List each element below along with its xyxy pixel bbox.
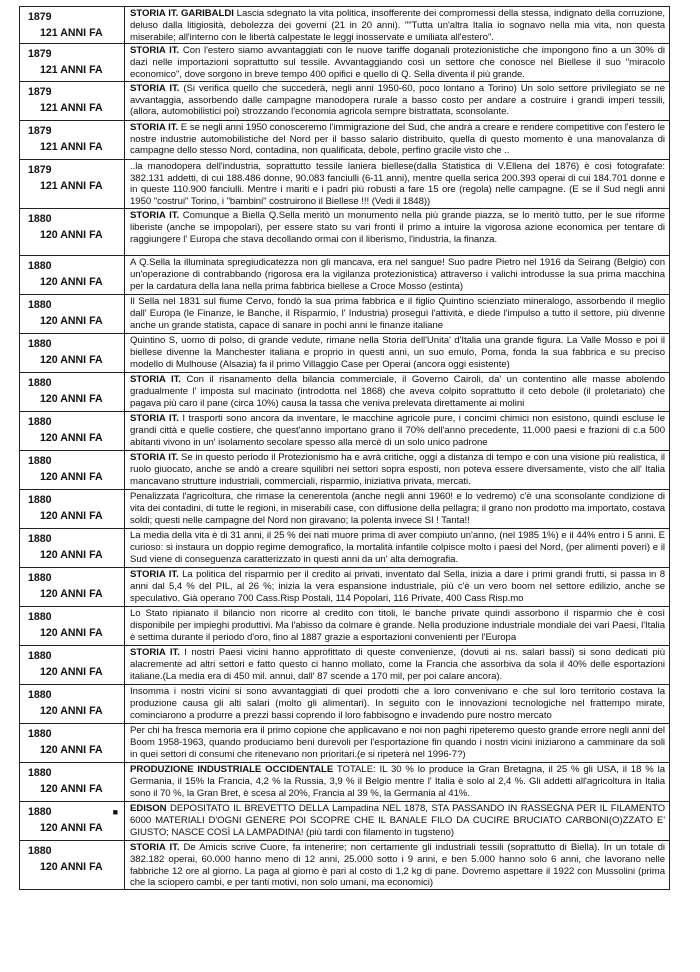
entry-intro: STORIA IT. GARIBALDI [130, 8, 234, 19]
entry-text [125, 255, 670, 294]
bullet-mark: ■ [112, 806, 118, 817]
years-ago: 120 ANNI FA [40, 470, 103, 483]
entry-body: Con l'estero siamo avvantaggiati con le nuove tariffe doganali protezionistiche che impongono fino a un 30% di dazi nelle importazioni soprattutto sul tessile. Avvantaggiando così un settore che conosce nel Biellese il suo "miracolo economico", dove sorgono in breve tempo 400 opifici e quello di Q. Sella diventa il più grande. [130, 45, 665, 80]
date-cell [20, 255, 125, 294]
entry-body: La media della vita è di 31 anni, il 25 % dei nati muore prima di aver compiuto un'anno, (nel 1985 1%) e il 44% entro i 5 anni. E curioso: si instaura un doppio regime demografico, la mortalità infantile colpisce molto i paesi del Nord, (per alimenti poveri) e il Sud viene di conseguenza caratterizzato in questi anni da un' alta demografia. [130, 529, 665, 565]
years-ago: 120 ANNI FA [40, 704, 103, 717]
timeline-row [20, 450, 670, 489]
entry-intro: STORIA IT. [130, 45, 180, 57]
entry-body: E se negli anni 1950 conosceremo l'immigrazione del Sud, che andrà a creare e rendere competitive con l'estero le nostre industrie automobilistiche del Nord per il basso salario distribuito, quella di questo momento è una manovalanza di campagne dello stesso Nord, contadina, non qualificata, debole, perfino gracile visto che .. [130, 121, 665, 157]
date-cell [20, 333, 125, 372]
timeline-row [20, 294, 670, 333]
timeline-row [20, 120, 670, 159]
date-cell [20, 528, 125, 567]
timeline-row [20, 645, 670, 684]
date-cell [20, 762, 125, 801]
entry-body: Il Sella nel 1831 sul fiume Cervo, fondò la sua prima fabbrica e il figlio Quintino scienziato mineralogo, assorbendo il meglio dall' Europa (le Finanze, le Banche, il Risparmio, l' Industria) proseguì l'attività, e diede l'impulso a tutto il settore, più divenne anche un grande statista, capace di sanare in pochi anni le finanze italiane [130, 295, 665, 331]
entry-body: La politica del risparmio per il credito ai privati, inventato dal Sella, inizia a dare i primi grandi frutti, si passa in 8 anni dal 5,4 % del PIL, al 26 %; inizia la vera espansione industriale, più c'è un vero boom nel settore edilizio, anche se speculativo. Già operano 700 Cass.Risp Postali, 114 Popolari, 116 Private, 400 Cass Risp.mo [130, 568, 665, 604]
year: 1880 [28, 376, 52, 389]
year: 1879 [28, 163, 52, 176]
timeline-row [20, 528, 670, 567]
entry-text [125, 528, 670, 567]
years-ago: 120 ANNI FA [40, 392, 103, 405]
entry-body: Lo Stato ripianato il bilancio non ricorre al credito con titoli, le banche private quindi assorbono il risparmio che è così disponibile per impieghi produttivi. Ma l'abisso da colmare è grande. Nella produzione industriale mondiale dei vari Paesi, l'Italia è settima durante il periodo d'oro, fino al 1887 grazie a esportazioni convenienti per l'Europa [130, 607, 665, 643]
years-ago: 121 ANNI FA [40, 64, 103, 77]
entry-intro: PRODUZIONE INDUSTRIALE OCCIDENTALE [130, 763, 334, 775]
years-ago: 120 ANNI FA [40, 431, 103, 444]
entry-body: TOTALE: IL 30 % lo produce la Gran Bretagna, il 25 % gli USA, il 18 % la Germania, il 15% la Francia, 4,2 % la Russia, 3,9 % il Belgio mentre l' Italia è solo al 2,4 %. Gli addetti all'agricoltura in Italia sono il 70 %, la Gran Bret, è scesa al 20%, Francia al 39 %, la Germania al 41%. [130, 763, 665, 799]
entry-text [125, 208, 670, 255]
timeline-row [20, 372, 670, 411]
entry-intro: STORIA IT. [130, 646, 180, 658]
entry-text [125, 450, 670, 489]
entry-body: Penalizzata l'agricoltura, che rimase la cenerentola (anche negli anni 1960! e lo vedremo) c'è una sconsolante condizione di vita dei contadini, di tutte le regioni, in miserabili case, con diffusione della pellagra; il grano non prodotto ma importato, costava soldi; questi nelle campagne del Nord non giravano; la polenta invece SI ! Tanta!! [130, 490, 665, 526]
years-ago: 120 ANNI FA [40, 821, 103, 834]
timeline-row [20, 208, 670, 255]
entry-body: Comunque a Biella Q.Sella meritò un monumento nella più grande piazza, se lo meritò tutto, per le sue riforme liberiste (anche se impopolari), per essere stato su vari fronti il primo a intuire la vigorosa azione economica per tentare di raggiungere l' Europa che stava decollando ormai con il liberismo, l'industria, la finanza. [130, 209, 665, 245]
entry-text [125, 120, 670, 159]
year: 1880 [28, 532, 52, 545]
years-ago: 121 ANNI FA [40, 140, 103, 153]
entry-intro: STORIA IT. [130, 451, 179, 463]
timeline-row [20, 684, 670, 723]
years-ago: 120 ANNI FA [40, 353, 103, 366]
date-cell [20, 606, 125, 645]
timeline-row [20, 762, 670, 801]
entry-text [125, 333, 670, 372]
entry-body: Con il risanamento della bilancia commerciale, il Governo Cairoli, da' un contentino alle masse abolendo gradualmente l' imposta sul macinato (introdotta nel 1868) che aveva colpito soprattutto il ceto debole (il proletariato) che pagava più caro il pane (circa 10%) causa la tassa che veniva prelevata direttamente ai molini [130, 373, 665, 409]
date-cell [20, 450, 125, 489]
entry-text [125, 723, 670, 762]
entry-text [125, 684, 670, 723]
year: 1879 [28, 48, 52, 61]
date-cell [20, 840, 125, 889]
entry-intro: STORIA IT. [130, 841, 180, 853]
date-cell [20, 645, 125, 684]
year: 1880 [28, 727, 52, 740]
entry-body: A Q.Sella la illuminata spregiudicatezza non gli mancava, era nel sangue! Suo padre Pietro nel 1916 da Seirang (Belgio) con un'operazione di contrabbando (rigorosa era la vigilanza protezionistica) attraverso i valichi introdusse la sua prima macchina per la cardatura della lana nella prima fabbrica biellese a Croce Mosso (estinta) [130, 256, 665, 292]
year: 1880 [28, 844, 52, 857]
entry-text [125, 7, 670, 44]
date-cell [20, 7, 125, 44]
entry-intro: STORIA IT. [130, 412, 179, 424]
year: 1880 [28, 610, 52, 623]
timeline-row [20, 255, 670, 294]
entry-intro: EDISON [130, 802, 167, 814]
year: 1879 [28, 11, 52, 23]
date-cell [20, 159, 125, 208]
date-cell [20, 294, 125, 333]
year: 1880 [28, 805, 52, 818]
entry-text [125, 159, 670, 208]
year: 1880 [28, 212, 52, 225]
entry-text [125, 606, 670, 645]
entry-body: Quintino S, uomo di polso, di grande vedute, rimane nella Storia dell'Unita' d'Italia una grande figura. La Valle Mosso e poi il biellese divenne la Manchester italiana e proprio in questi anni, un suo emulo, Poma, fonda la sua fabbrica e su preciso modello di Mulhouse (Alsazia) fa il primo Villaggio Case per Operai (ancora oggi esistente) [130, 334, 665, 370]
year: 1880 [28, 493, 52, 506]
year: 1880 [28, 766, 52, 779]
entry-intro: STORIA IT. [130, 121, 179, 133]
years-ago: 121 ANNI FA [40, 179, 103, 192]
years-ago: 120 ANNI FA [40, 626, 103, 639]
years-ago: 120 ANNI FA [40, 314, 103, 327]
entry-intro: STORIA IT. [130, 568, 179, 580]
timeline-row [20, 411, 670, 450]
entry-body: De Amicis scrive Cuore, fa intenerire; non certamente gli industriali tessili (soprattutto di Biella). In un totale di 382.182 operai, 60.000 hanno meno di 12 anni, 25.000 sotto i 9 anni, e ben 5.000 hanno solo 6 anni, che lavorano nelle fabbriche 12 ore al giorno. La paga al giorno è pari al costo di 1,2 kg di pane. Dovremo aspettare il 1922 con Mussolini (prima che la sciopero cambi, e per tanti motivi, non solo umani, ma economici) [130, 841, 665, 889]
year: 1880 [28, 454, 52, 467]
year: 1880 [28, 688, 52, 701]
entry-text [125, 840, 670, 889]
year: 1880 [28, 571, 52, 584]
year: 1880 [28, 259, 52, 272]
entry-text [125, 801, 670, 840]
date-cell [20, 567, 125, 606]
timeline-table [19, 6, 670, 890]
entry-text [125, 645, 670, 684]
entry-text [125, 372, 670, 411]
timeline-row [20, 567, 670, 606]
date-cell [20, 44, 125, 81]
years-ago: 120 ANNI FA [40, 587, 103, 600]
years-ago: 120 ANNI FA [40, 509, 103, 522]
years-ago: 120 ANNI FA [40, 782, 103, 795]
years-ago: 120 ANNI FA [40, 665, 103, 678]
entry-text [125, 567, 670, 606]
entry-text [125, 81, 670, 120]
timeline-row [20, 840, 670, 889]
entry-body: DEPOSITATO IL BREVETTO DELLA Lampadina NEL 1878, STA PASSANDO IN RASSEGNA PER IL FILAMENTO 6000 MATERIALI D'OGNI GENERE POI SCOPRE CHE IL BANALE FILO DA CUCIRE BRUCIATO CARBONI(O)ZZATO E' GIUSTO; NASCE COSÌ LA LAMPADINA! (più tardi con filamento in tugsteno) [130, 802, 665, 838]
entry-text [125, 44, 670, 81]
years-ago: 120 ANNI FA [40, 548, 103, 561]
timeline-row [20, 723, 670, 762]
year: 1880 [28, 337, 52, 350]
year: 1880 [28, 415, 52, 428]
year: 1879 [28, 85, 52, 98]
date-cell [20, 208, 125, 255]
date-cell [20, 489, 125, 528]
entry-intro: STORIA IT. [130, 209, 180, 221]
year: 1880 [28, 298, 52, 311]
years-ago: 121 ANNI FA [40, 27, 103, 39]
years-ago: 120 ANNI FA [40, 860, 103, 873]
years-ago: 120 ANNI FA [40, 275, 103, 288]
entry-body: I nostri Paesi vicini hanno approfittato di queste convenienze, (dovuti ai ns. salari bassi) si sono dedicati più alacremente ad altri settori e fatto questo ci hanno mollato, come la Francia che assorbiva da sola il 40% delle esportazioni italiane.(La media era di 450 mil. annui, dall' 87 scende a 170 mil, per poi calare ancora). [130, 646, 665, 682]
entry-text [125, 489, 670, 528]
date-cell [20, 801, 125, 840]
entry-text [125, 411, 670, 450]
timeline-row [20, 7, 670, 44]
years-ago: 120 ANNI FA [40, 743, 103, 756]
timeline-row [20, 801, 670, 840]
entry-body: ..la manodopera dell'industria, soprattutto tessile laniera biellese(dalla Statistica di V.Ellena del 1876) è così fotografate: 382.131 addetti, di cui 188.486 donne, 90.083 fanciulli (6-11 anni), mentre quella serica 200.393 operai di cui 184.701 donne e in queste 110.900 fanciulli. Mentre i mariti e i padri più robusti a fare 15 ore (regola) nelle campagne. (E se il Sud negli anni 1950 "costrui" Torino, i "bambini" costruirono il Biellese !!! (Vedi il 1848)) [130, 160, 665, 208]
date-cell [20, 120, 125, 159]
entry-body: Se in questo periodo il Protezionismo ha e avrà critiche, oggi a distanza di tempo e con una visione più realistica, il ruolo giuocato, anche se andò a creare squilibri nei settori sopra esposti, non poteva essere diversamente, visto che all' Italia mancavano strutture industriali, commerciali, risparmio, iniziativa privata, mercati. [130, 451, 665, 487]
timeline-row [20, 159, 670, 208]
timeline-row [20, 81, 670, 120]
timeline-rows [20, 7, 670, 890]
entry-text [125, 294, 670, 333]
year: 1880 [28, 649, 52, 662]
entry-body: Insomma i nostri vicini si sono avvantaggiati di quei prodotti che a loro convenivano e che sul loro territorio costava la produzione causa gli alti salari (molto gli alimentari). In seguito con le innovazioni tecnologiche nel frattempo mirate, cominciarono a produrre a prezzi bassi coprendo il loro fabbisogno e invadendo pure nostro mercato [130, 685, 665, 721]
timeline-row [20, 44, 670, 81]
entry-body: I trasporti sono ancora da inventare, le macchine agricole pure, i concimi chimici non esistono, quindi escluse le grandi città e quelle costiere, che quest'anno importano grano il 70% dell'anno precedente, 11.000 paesi e frazioni di c.a 500 abitanti vivono in un' isolamento secolare spesso alla mercè di un solo unico padrone [130, 412, 665, 448]
timeline-row [20, 333, 670, 372]
date-cell [20, 372, 125, 411]
entry-intro: STORIA IT. [130, 373, 181, 385]
year: 1879 [28, 124, 52, 137]
entry-intro: STORIA IT. [130, 82, 180, 94]
entry-body: Lascia sdegnato la vita politica, insofferente dei compromessi della stessa, indignato della corruzione, deluso dalla litigiosità, debolezza dei governi (21 in 20 anni). ""Tutta un'altra Italia io sognavo nella mia vita, non questa miserabile; all'interno con le libertà calpestate le leggi inosservate e umiliata all'estero". [130, 8, 666, 43]
date-cell [20, 81, 125, 120]
document-page [19, 6, 670, 964]
date-cell [20, 411, 125, 450]
years-ago: 120 ANNI FA [40, 228, 103, 241]
date-cell [20, 723, 125, 762]
date-cell [20, 684, 125, 723]
entry-body: (Si verifica quello che succederà, negli anni 1950-60, poco lontano a Torino) Un solo settore privilegiato se ne avvantaggia, assorbendo dalle campagne manodopera rurale a basso costo per andare a costruire i grandi imperi tessili, (allora, automobilistici poi) strozzando l'economia agricola sempre bistrattata, sconsolante. [130, 82, 665, 118]
timeline-row [20, 606, 670, 645]
timeline-row [20, 489, 670, 528]
entry-body: Per chi ha fresca memoria era il primo copione che applicavano e noi non paghi ripeteremo questo grande errore negli anni del Boom 1958-1963, quando produciamo beni durevoli per l'esportazione fin quando i nostri vicini iniziarono a camminare da soli in quei settori di consumi che ritenevano non prioritari.(e si ripeterà nel 1996-7?) [130, 724, 665, 760]
entry-text [125, 762, 670, 801]
years-ago: 121 ANNI FA [40, 101, 103, 114]
